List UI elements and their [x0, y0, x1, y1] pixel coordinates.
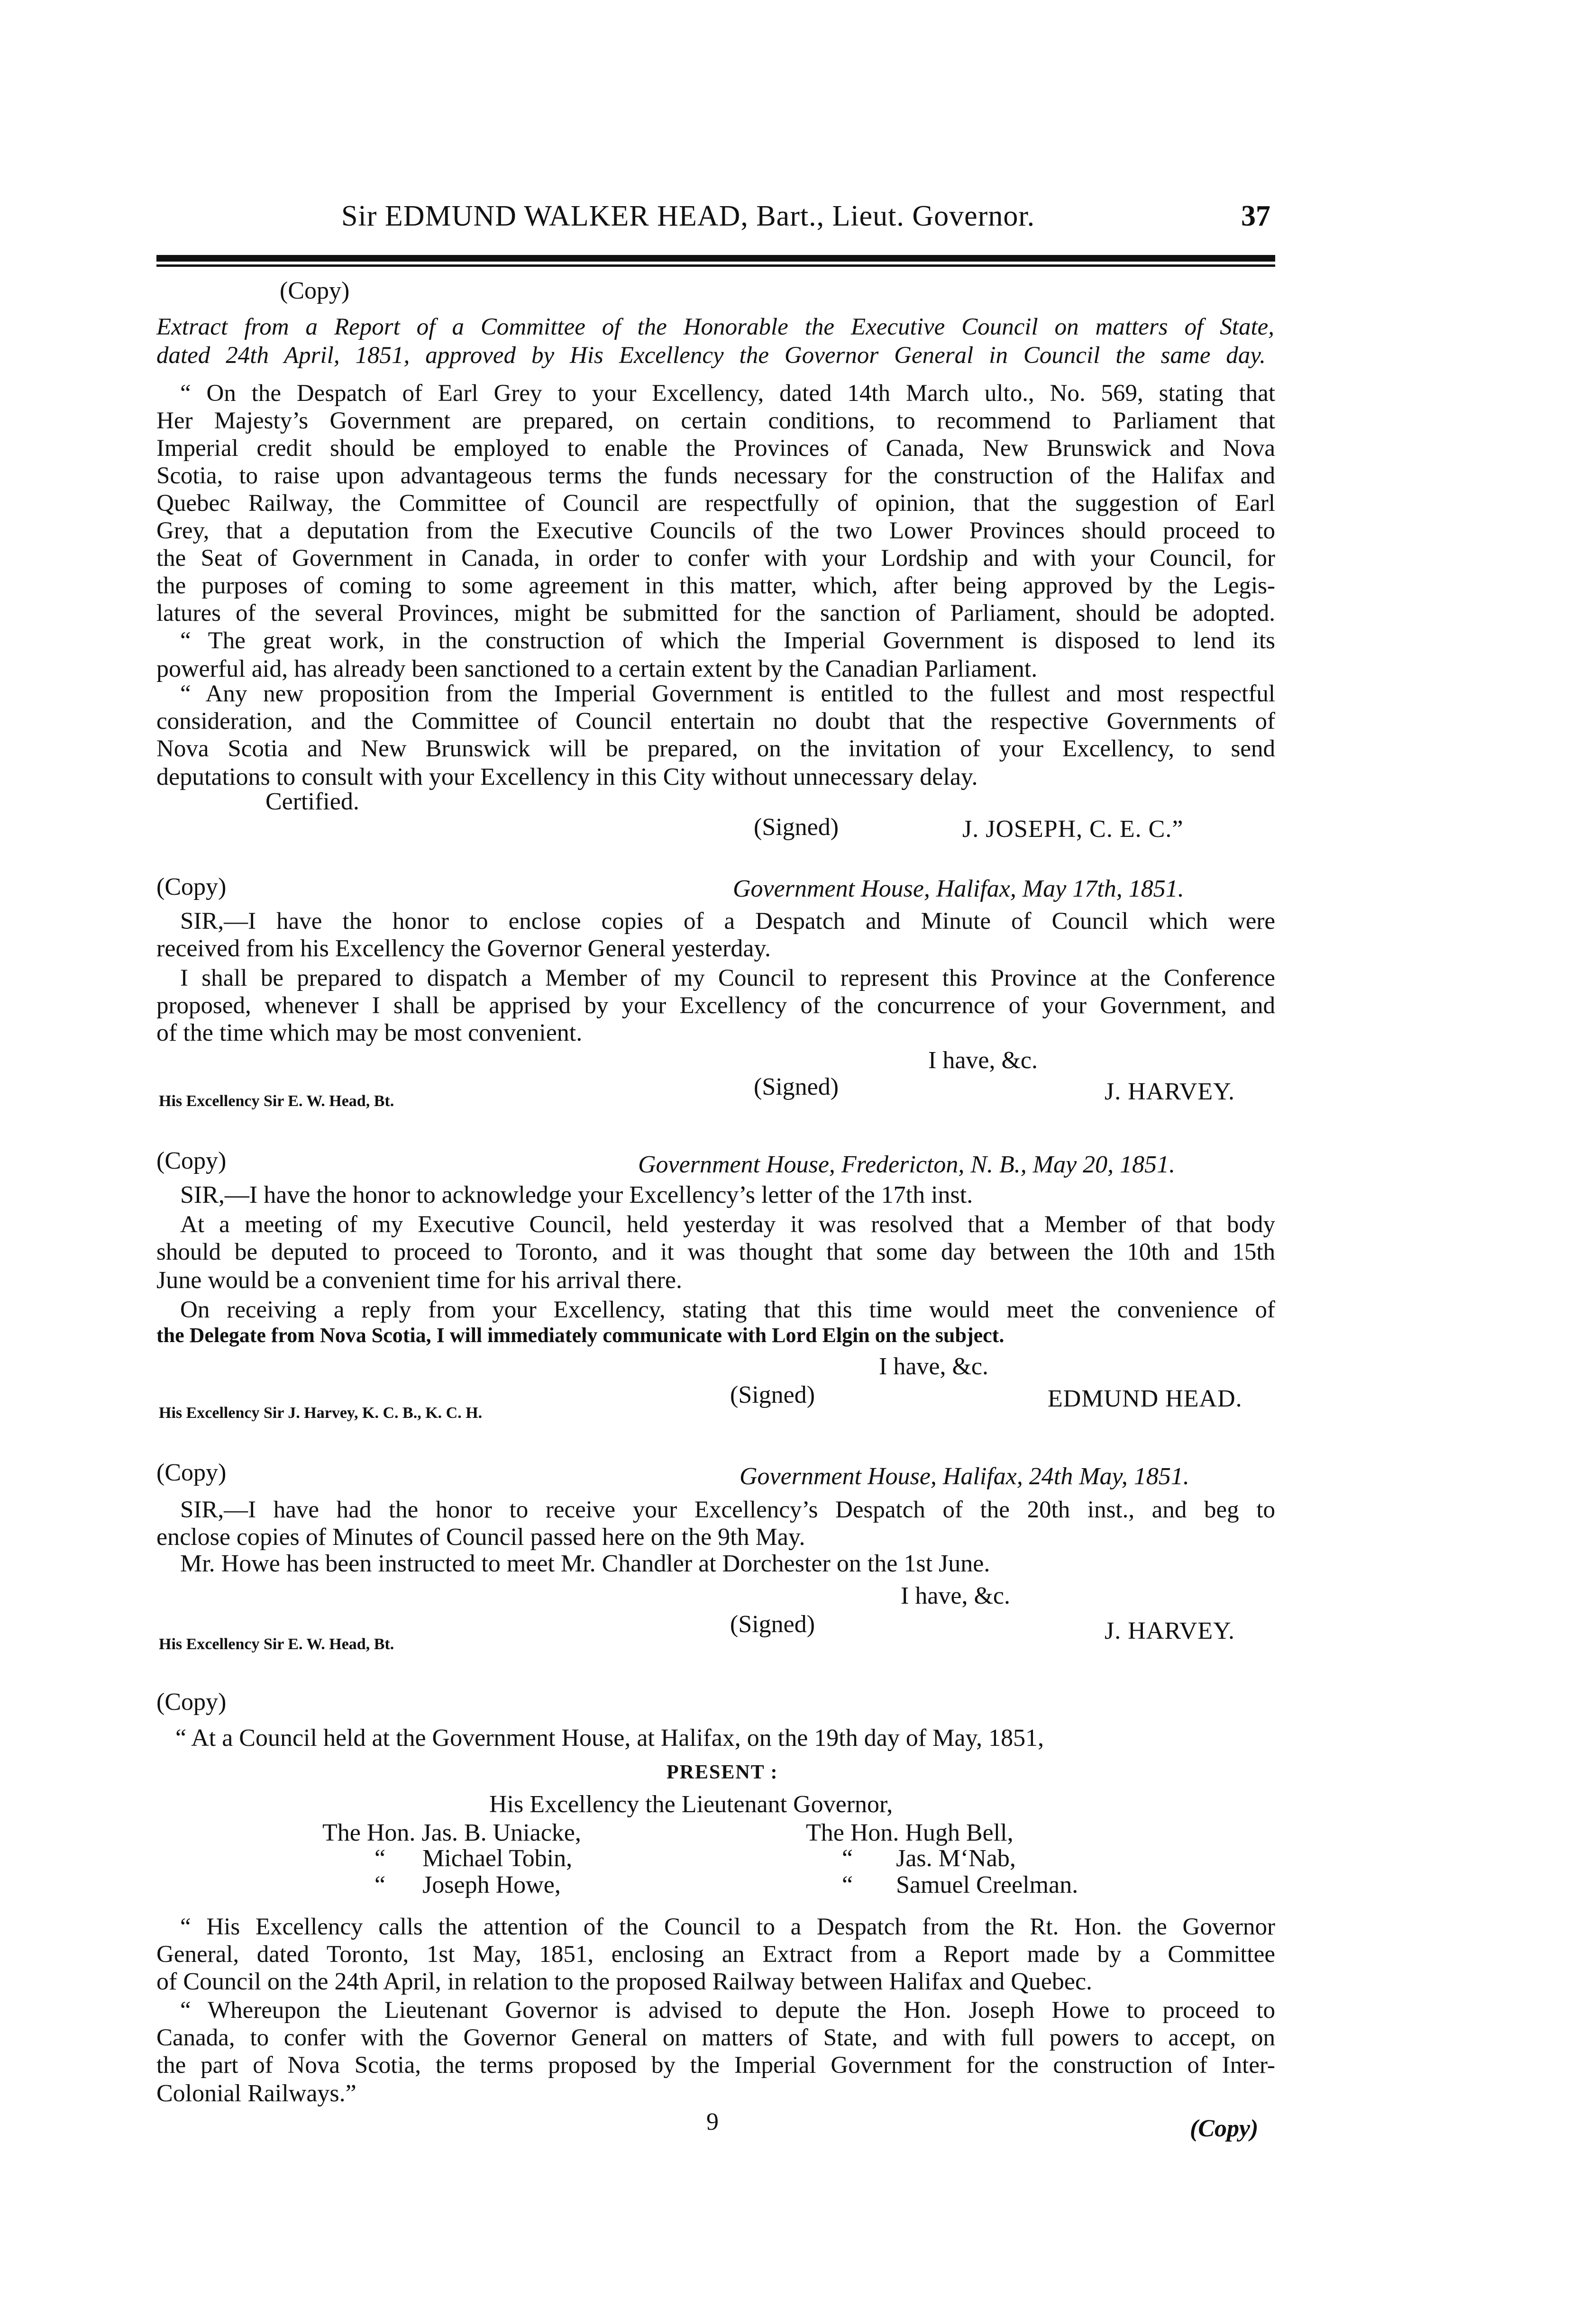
- body-line: enclose copies of Minutes of Council passed here on the 9th May.: [156, 1524, 805, 1551]
- body-line: “ His Excellency calls the attention of the Council to a Despatch from the Rt. Hon. the Governor: [180, 1914, 1275, 1940]
- extract-title-line: Extract from a Report of a Committee of the Honorable the Executive Council on matters of State,: [156, 314, 1274, 340]
- body-line: powerful aid, has already been sanctioned to a certain extent by the Canadian Parliament.: [156, 655, 1038, 682]
- body-line: At a meeting of my Executive Council, held yesterday it was resolved that a Member of that body: [180, 1211, 1275, 1238]
- body-line: Quebec Railway, the Committee of Council are respectfully of opinion, that the suggestion of Earl: [156, 490, 1275, 517]
- place-date: Government House, Halifax, 24th May, 1851.: [740, 1463, 1189, 1490]
- body-line: the purposes of coming to some agreement in this matter, which, after being approved by the Legis-: [156, 572, 1275, 599]
- copy-label: (Copy): [156, 1459, 227, 1486]
- signed-label: (Signed): [754, 1073, 839, 1100]
- body-line: received from his Excellency the Governor General yesterday.: [156, 935, 771, 962]
- copy-label: (Copy): [156, 873, 227, 900]
- member-left: The Hon. Jas. B. Uniacke,: [322, 1819, 581, 1846]
- present-label: PRESENT :: [667, 1761, 778, 1783]
- body-line: of Council on the 24th April, in relation to the proposed Railway between Halifax and Quebec.: [156, 1968, 1093, 1995]
- body-line: Grey, that a deputation from the Executive Councils of the two Lower Provinces should proceed to: [156, 517, 1275, 544]
- member-right: The Hon. Hugh Bell,: [806, 1819, 1014, 1846]
- member-left: “ Michael Tobin,: [374, 1845, 573, 1872]
- signatory: J. HARVEY.: [1105, 1078, 1235, 1105]
- signed-label: (Signed): [730, 1381, 815, 1408]
- council-line: “ At a Council held at the Government House, at Halifax, on the 19th day of May, 1851,: [175, 1725, 1044, 1752]
- signed-label: (Signed): [754, 814, 839, 841]
- place-date: Government House, Halifax, May 17th, 1851.: [733, 875, 1184, 902]
- body-line: SIR,—I have had the honor to receive your Excellency’s Despatch of the 20th inst., and beg to: [180, 1497, 1275, 1523]
- signed-label: (Signed): [730, 1611, 815, 1638]
- body-line: the part of Nova Scotia, the terms proposed by the Imperial Government for the construction of Inter-: [156, 2052, 1275, 2079]
- body-line: Nova Scotia and New Brunswick will be prepared, on the invitation of your Excellency, to send: [156, 735, 1275, 762]
- certified-text: Certified.: [265, 788, 359, 815]
- body-line: proposed, whenever I shall be apprised by your Excellency of the concurrence of your Government, and: [156, 992, 1275, 1019]
- body-line: should be deputed to proceed to Toronto, and it was thought that some day between the 10th and 15th: [156, 1239, 1275, 1265]
- closing: I have, &c.: [879, 1353, 989, 1380]
- body-line: “ The great work, in the construction of which the Imperial Government is disposed to lend its: [180, 627, 1275, 654]
- body-line: June would be a convenient time for his arrival there.: [156, 1267, 682, 1294]
- body-line: General, dated Toronto, 1st May, 1851, enclosing an Extract from a Report made by a Committee: [156, 1941, 1275, 1968]
- body-line: On receiving a reply from your Excellency, stating that this time would meet the convenience of: [180, 1297, 1275, 1323]
- body-line: Canada, to confer with the Governor General on matters of State, and with full powers to accept, on: [156, 2024, 1275, 2051]
- body-line: of the time which may be most convenient.: [156, 1019, 583, 1046]
- signatory: J. HARVEY.: [1105, 1617, 1235, 1644]
- body-line: Imperial credit should be employed to enable the Provinces of Canada, New Brunswick and Nova: [156, 435, 1275, 462]
- catchword: (Copy): [1190, 2115, 1259, 2142]
- member-right: “ Samuel Creelman.: [842, 1871, 1078, 1898]
- copy-label: (Copy): [156, 1689, 227, 1716]
- header-rule-thin: [156, 264, 1275, 267]
- presiding-line: His Excellency the Lieutenant Governor,: [489, 1791, 893, 1818]
- body-line: SIR,—I have the honor to acknowledge your Excellency’s letter of the 17th inst.: [180, 1181, 973, 1208]
- body-line: “ Any new proposition from the Imperial Government is entitled to the fullest and most respectful: [180, 681, 1275, 707]
- copy-label: (Copy): [280, 277, 350, 304]
- place-date: Government House, Fredericton, N. B., May 20, 1851.: [638, 1151, 1176, 1178]
- extract-title-line: dated 24th April, 1851, approved by His Excellency the Governor General in Council the same day.: [156, 342, 1266, 369]
- body-line: Colonial Railways.”: [156, 2080, 356, 2107]
- body-line: Her Majesty’s Government are prepared, on certain conditions, to recommend to Parliament that: [156, 408, 1275, 434]
- body-line: deputations to consult with your Excellency in this City without unnecessary delay.: [156, 763, 978, 790]
- signature-mark: 9: [706, 2108, 719, 2135]
- closing: I have, &c.: [928, 1047, 1038, 1074]
- addressee: His Excellency Sir E. W. Head, Bt.: [159, 1635, 394, 1653]
- member-left: “ Joseph Howe,: [374, 1871, 561, 1898]
- signatory: EDMUND HEAD.: [1048, 1385, 1242, 1412]
- body-line: I shall be prepared to dispatch a Member of my Council to represent this Province at the Conference: [180, 965, 1275, 991]
- body-line: “ On the Despatch of Earl Grey to your Excellency, dated 14th March ulto., No. 569, stating that: [180, 380, 1275, 407]
- addressee: His Excellency Sir E. W. Head, Bt.: [159, 1092, 394, 1110]
- page-number: 37: [1241, 200, 1270, 232]
- body-line: Scotia, to raise upon advantageous terms the funds necessary for the construction of the Halifax and: [156, 463, 1275, 489]
- signatory: J. JOSEPH, C. E. C.”: [962, 816, 1184, 843]
- body-line: latures of the several Provinces, might be submitted for the sanction of Parliament, should be adopted.: [156, 600, 1275, 626]
- body-line: consideration, and the Committee of Council entertain no doubt that the respective Governments of: [156, 708, 1275, 735]
- body-line: “ Whereupon the Lieutenant Governor is advised to depute the Hon. Joseph Howe to proceed to: [180, 1997, 1275, 2024]
- body-line: the Delegate from Nova Scotia, I will immediately communicate with Lord Elgin on the subject.: [156, 1324, 1005, 1347]
- member-right: “ Jas. M‘Nab,: [842, 1845, 1016, 1872]
- copy-label: (Copy): [156, 1147, 227, 1174]
- body-line: Mr. Howe has been instructed to meet Mr. Chandler at Dorchester on the 1st June.: [180, 1550, 990, 1577]
- closing: I have, &c.: [901, 1582, 1011, 1609]
- header-rule-thick: [156, 255, 1275, 262]
- running-header: Sir EDMUND WALKER HEAD, Bart., Lieut. Governor.: [341, 200, 1035, 232]
- addressee: His Excellency Sir J. Harvey, K. C. B., K. C. H.: [159, 1404, 483, 1422]
- body-line: the Seat of Government in Canada, in order to confer with your Lordship and with your Council, for: [156, 545, 1275, 572]
- body-line: SIR,—I have the honor to enclose copies of a Despatch and Minute of Council which were: [180, 908, 1275, 935]
